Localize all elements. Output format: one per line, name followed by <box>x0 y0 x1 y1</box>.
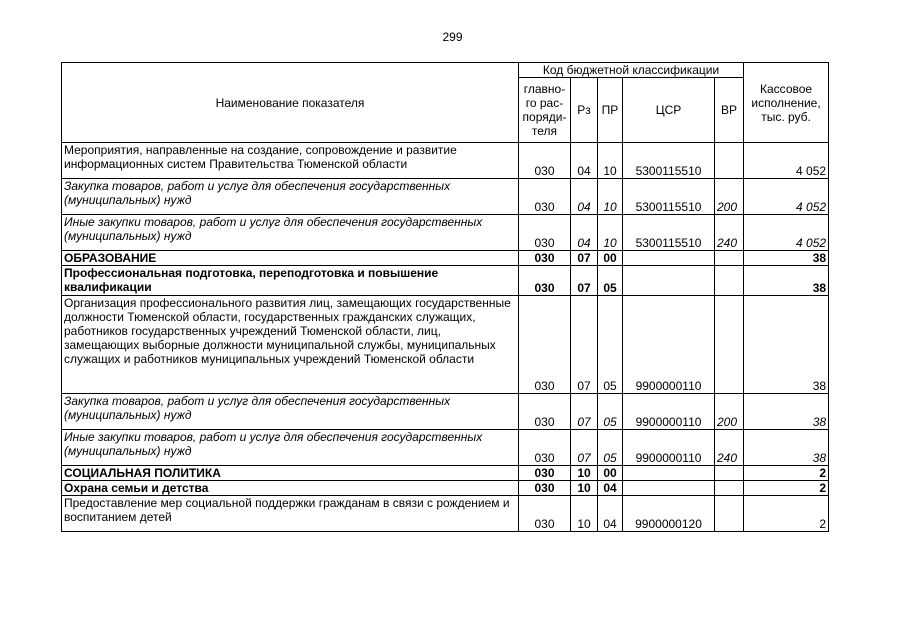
row-rz: 07 <box>571 430 598 466</box>
row-name: Иные закупки товаров, работ и услуг для обеспечения государственных (муниципальных) нужд <box>62 215 519 251</box>
row-vr <box>715 251 744 266</box>
row-name: Иные закупки товаров, работ и услуг для обеспечения государственных (муниципальных) нужд <box>62 430 519 466</box>
row-amount: 38 <box>744 430 829 466</box>
row-rz: 10 <box>571 466 598 481</box>
row-pr: 05 <box>598 394 623 430</box>
row-csr <box>623 251 715 266</box>
table-row <box>62 251 829 266</box>
header-pr: ПР <box>598 78 623 143</box>
row-rz: 10 <box>571 481 598 496</box>
row-vr: 200 <box>715 179 744 215</box>
row-rz: 07 <box>571 266 598 296</box>
row-csr: 9900000110 <box>623 296 715 394</box>
row-name: Мероприятия, направленные на создание, сопровождение и развитие информационных систем Правительства Тюменской области <box>62 143 519 179</box>
row-rz: 04 <box>571 179 598 215</box>
row-amount: 4 052 <box>744 179 829 215</box>
row-glavny: 030 <box>519 466 571 481</box>
table-row <box>62 266 829 296</box>
row-vr <box>715 481 744 496</box>
row-glavny: 030 <box>519 430 571 466</box>
header-code-group: Код бюджетной классификации <box>519 63 744 78</box>
row-name: Профессиональная подготовка, переподготовка и повышение квалификации <box>62 266 519 296</box>
row-vr <box>715 266 744 296</box>
row-name: СОЦИАЛЬНАЯ ПОЛИТИКА <box>62 466 519 481</box>
row-glavny: 030 <box>519 296 571 394</box>
row-vr <box>715 496 744 532</box>
row-name: Закупка товаров, работ и услуг для обеспечения государственных (муниципальных) нужд <box>62 179 519 215</box>
row-amount: 38 <box>744 296 829 394</box>
row-glavny: 030 <box>519 251 571 266</box>
row-rz: 07 <box>571 394 598 430</box>
row-rz: 07 <box>571 251 598 266</box>
row-vr: 240 <box>715 430 744 466</box>
row-pr: 00 <box>598 251 623 266</box>
row-glavny: 030 <box>519 215 571 251</box>
row-pr: 10 <box>598 179 623 215</box>
table-body <box>62 143 829 532</box>
header-vr: ВР <box>715 78 744 143</box>
table-row <box>62 430 829 466</box>
table-row <box>62 143 829 179</box>
header-amount: Кассовое исполнение, тыс. руб. <box>744 63 829 143</box>
row-csr <box>623 481 715 496</box>
row-csr <box>623 266 715 296</box>
table-row <box>62 215 829 251</box>
table-row <box>62 179 829 215</box>
row-rz: 04 <box>571 215 598 251</box>
row-csr: 9900000110 <box>623 430 715 466</box>
row-vr <box>715 143 744 179</box>
row-amount: 2 <box>744 481 829 496</box>
budget-table <box>61 62 829 532</box>
row-vr <box>715 466 744 481</box>
table-row <box>62 296 829 394</box>
row-pr: 05 <box>598 430 623 466</box>
row-pr: 10 <box>598 215 623 251</box>
row-rz: 07 <box>571 296 598 394</box>
row-pr: 10 <box>598 143 623 179</box>
header-glavny: главно-го рас-поряди-теля <box>519 78 571 143</box>
table-row <box>62 481 829 496</box>
header-rz: Рз <box>571 78 598 143</box>
row-glavny: 030 <box>519 394 571 430</box>
row-amount: 4 052 <box>744 215 829 251</box>
row-vr: 240 <box>715 215 744 251</box>
row-pr: 00 <box>598 466 623 481</box>
row-pr: 05 <box>598 266 623 296</box>
table-row <box>62 496 829 532</box>
row-amount: 4 052 <box>744 143 829 179</box>
table-row <box>62 466 829 481</box>
row-name: Охрана семьи и детства <box>62 481 519 496</box>
row-amount: 2 <box>744 496 829 532</box>
row-name: Закупка товаров, работ и услуг для обеспечения государственных (муниципальных) нужд <box>62 394 519 430</box>
row-csr: 9900000110 <box>623 394 715 430</box>
row-glavny: 030 <box>519 496 571 532</box>
row-csr: 9900000120 <box>623 496 715 532</box>
row-csr: 5300115510 <box>623 179 715 215</box>
row-amount: 38 <box>744 394 829 430</box>
row-vr <box>715 296 744 394</box>
row-amount: 2 <box>744 466 829 481</box>
row-pr: 05 <box>598 296 623 394</box>
header-name: Наименование показателя <box>62 63 519 143</box>
row-rz: 04 <box>571 143 598 179</box>
row-name: Организация профессионального развития лиц, замещающих государственные должности Тюменской области, государственных гражданских служащих, работников государственных учреждений Тюменской области, лиц, замещающих выборные должности муниципальной службы, муниципальных служащих и работников муниципальных учреждений Тюменской области <box>62 296 519 394</box>
row-csr: 5300115510 <box>623 215 715 251</box>
row-vr: 200 <box>715 394 744 430</box>
row-glavny: 030 <box>519 266 571 296</box>
row-glavny: 030 <box>519 179 571 215</box>
header-csr: ЦСР <box>623 78 715 143</box>
row-amount: 38 <box>744 251 829 266</box>
row-pr: 04 <box>598 496 623 532</box>
page-number: 299 <box>442 30 463 44</box>
row-csr: 5300115510 <box>623 143 715 179</box>
table-row <box>62 394 829 430</box>
row-glavny: 030 <box>519 481 571 496</box>
row-name: ОБРАЗОВАНИЕ <box>62 251 519 266</box>
row-rz: 10 <box>571 496 598 532</box>
row-name: Предоставление мер социальной поддержки гражданам в связи с рождением и воспитанием детей <box>62 496 519 532</box>
row-amount: 38 <box>744 266 829 296</box>
row-csr <box>623 466 715 481</box>
row-pr: 04 <box>598 481 623 496</box>
row-glavny: 030 <box>519 143 571 179</box>
